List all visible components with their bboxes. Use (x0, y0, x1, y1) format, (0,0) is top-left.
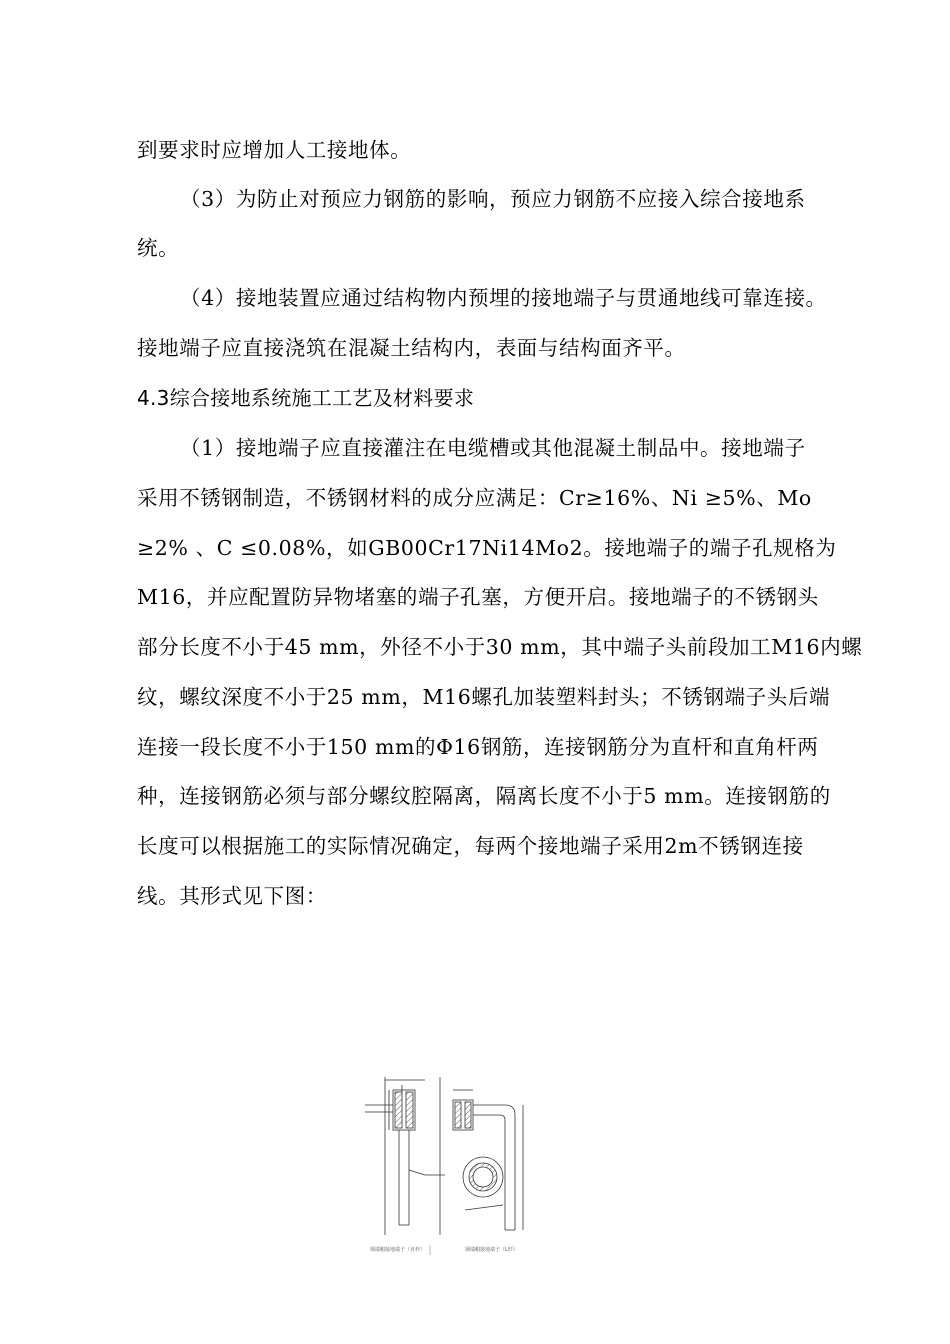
caption-straight-terminal: 钢端帽接地端子（直杆） (370, 1247, 426, 1253)
line-15: 长度可以根据施工的实际情况确定，每两个接地端子采用2m不锈钢连接 (137, 834, 804, 858)
line-16: 线。其形式见下图： (137, 884, 327, 908)
line-14: 种，连接钢筋必须与部分螺纹腔隔离，隔离长度不小于5 mm。连接钢筋的 (137, 784, 831, 808)
line-13: 连接一段长度不小于150 mm的Φ16钢筋，连接钢筋分为直杆和直角杆两 (137, 735, 819, 759)
line-9: ≥2% 、C ≤0.08%，如GB00Cr17Ni14Mo2。接地端子的端子孔规格为 (137, 536, 837, 560)
line-12: 纹，螺纹深度不小于25 mm，M16螺孔加装塑料封头；不锈钢端子头后端 (137, 685, 831, 709)
straight-terminal-drawing (365, 1077, 445, 1235)
line-8: 采用不锈钢制造，不锈钢材料的成分应满足：Cr≥16%、Ni ≥5%、Mo (137, 486, 812, 510)
line-11: 部分长度不小于45 mm，外径不小于30 mm，其中端子头前段加工M16内螺 (137, 635, 863, 659)
line-3: 统。 (137, 236, 180, 260)
section-heading: 4.3综合接地系统施工工艺及材料要求 (137, 386, 475, 410)
line-4: （4）接地装置应通过结构物内预埋的接地端子与贯通地线可靠连接。 (180, 286, 827, 310)
grounding-terminal-drawing (345, 1065, 545, 1260)
line-1: 到要求时应增加人工接地体。 (137, 138, 412, 162)
caption-l-shaped-terminal: 钢端帽接地端子（L形） (465, 1247, 518, 1253)
l-shaped-terminal-drawing (440, 1077, 523, 1235)
line-5: 接地端子应直接浇筑在混凝土结构内，表面与结构面齐平。 (137, 336, 686, 360)
line-2: （3）为防止对预应力钢筋的影响，预应力钢筋不应接入综合接地系 (180, 187, 806, 211)
line-10: M16，并应配置防异物堵塞的端子孔塞，方便开启。接地端子的不锈钢头 (137, 585, 819, 609)
line-7: （1）接地端子应直接灌注在电缆槽或其他混凝土制品中。接地端子 (180, 436, 806, 460)
